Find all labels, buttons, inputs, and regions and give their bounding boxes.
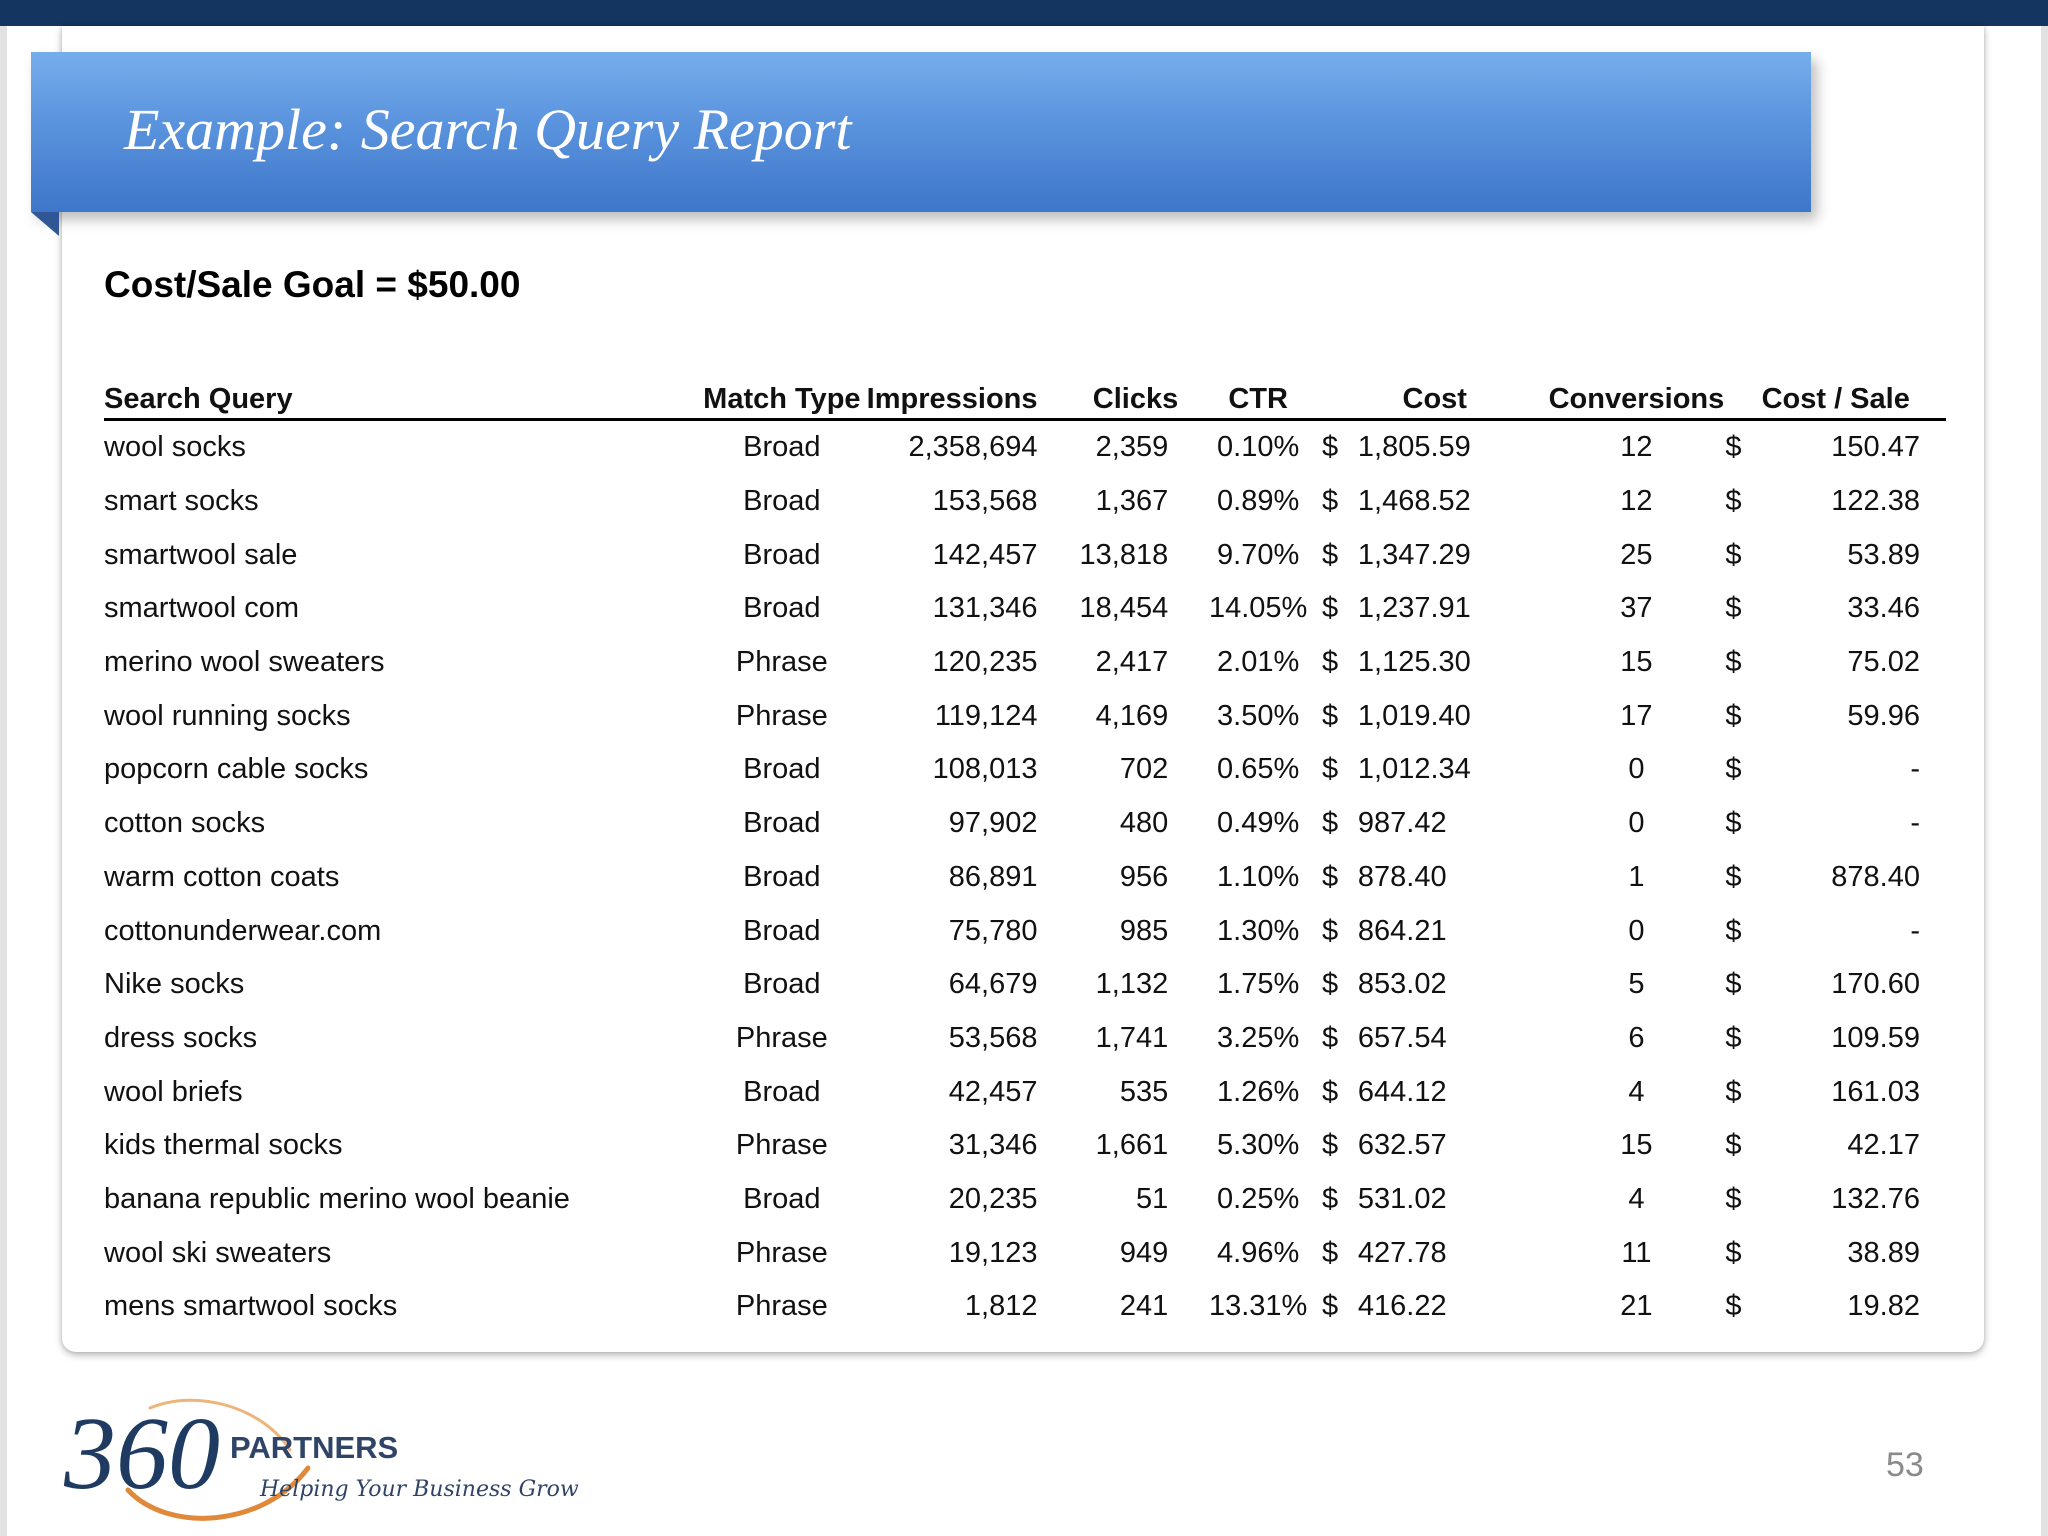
cell-cost-sym: $ — [1322, 968, 1339, 1001]
table-row — [104, 1173, 1946, 1227]
table-row — [104, 582, 1946, 636]
cell-match: Broad — [743, 485, 821, 518]
top-bar — [0, 0, 2048, 26]
cell-cost-sym: $ — [1322, 1182, 1339, 1215]
cell-cost: 1,019.40 — [1357, 699, 1471, 732]
header-impressions: Impressions — [861, 374, 1038, 420]
cell-cost-sym: $ — [1322, 914, 1339, 947]
cell-clicks: 1,661 — [1095, 1129, 1169, 1162]
search-query-table — [104, 374, 1946, 1334]
cell-clicks: 480 — [1119, 807, 1169, 840]
cell-impressions: 20,235 — [948, 1182, 1038, 1215]
cell-clicks: 13,818 — [1079, 538, 1169, 571]
cell-conversions: 4 — [1628, 1182, 1645, 1215]
cell-cps: 75.02 — [1847, 646, 1920, 679]
cell-query: smart socks — [104, 485, 259, 518]
cell-impressions: 2,358,694 — [908, 431, 1038, 464]
cell-query: cotton socks — [104, 807, 266, 840]
slide-title: Example: Search Query Report — [124, 97, 852, 162]
cell-cost: 657.54 — [1357, 1021, 1447, 1054]
table-row — [104, 528, 1946, 582]
cell-query: banana republic merino wool beanie — [104, 1182, 570, 1215]
title-banner-fold — [31, 212, 59, 236]
cell-conversions: 5 — [1628, 968, 1645, 1001]
cell-conversions: 37 — [1620, 592, 1653, 625]
cell-cost: 878.40 — [1357, 860, 1447, 893]
cell-match: Broad — [743, 753, 821, 786]
table-row — [104, 636, 1946, 690]
cell-cps-sym: $ — [1725, 538, 1742, 571]
cell-ctr: 0.65% — [1217, 753, 1300, 786]
table-row — [104, 1119, 1946, 1173]
cell-impressions: 31,346 — [948, 1129, 1038, 1162]
cell-clicks: 956 — [1119, 860, 1169, 893]
cell-match: Broad — [743, 592, 821, 625]
cell-ctr: 0.10% — [1217, 431, 1300, 464]
cell-clicks: 535 — [1119, 1075, 1169, 1108]
cell-ctr: 13.31% — [1208, 1290, 1308, 1323]
cell-cost-sym: $ — [1322, 538, 1339, 571]
cell-cost: 853.02 — [1357, 968, 1447, 1001]
cell-query: wool briefs — [104, 1075, 243, 1108]
cell-cost-sym: $ — [1322, 431, 1339, 464]
table-row — [104, 1012, 1946, 1066]
cell-cost: 427.78 — [1357, 1236, 1447, 1269]
cell-cost-sym: $ — [1322, 646, 1339, 679]
cell-cps: 19.82 — [1847, 1290, 1920, 1323]
cell-cps: 109.59 — [1831, 1021, 1920, 1054]
cell-match: Broad — [743, 1075, 821, 1108]
cell-cps: 161.03 — [1831, 1075, 1920, 1108]
header-cost: Cost — [1322, 374, 1547, 420]
cell-clicks: 51 — [1135, 1182, 1169, 1215]
cell-cps-sym: $ — [1725, 699, 1742, 732]
cell-clicks: 949 — [1119, 1236, 1169, 1269]
cell-cps: 122.38 — [1831, 485, 1920, 518]
cell-cost: 644.12 — [1357, 1075, 1447, 1108]
table-row — [104, 1065, 1946, 1119]
cell-ctr: 0.89% — [1217, 485, 1300, 518]
cell-query: wool socks — [104, 431, 246, 464]
cell-match: Broad — [743, 1182, 821, 1215]
cell-cps: 132.76 — [1831, 1182, 1920, 1215]
cell-ctr: 1.10% — [1217, 860, 1300, 893]
cell-match: Phrase — [735, 1129, 828, 1162]
cell-cost: 632.57 — [1357, 1129, 1447, 1162]
cell-impressions: 42,457 — [948, 1075, 1038, 1108]
cell-match: Broad — [743, 860, 821, 893]
logo-numeral: 360 — [64, 1396, 220, 1511]
cell-impressions: 1,812 — [964, 1290, 1038, 1323]
cell-query: smartwool com — [104, 592, 299, 625]
cell-query: kids thermal socks — [104, 1129, 343, 1162]
cell-cps-sym: $ — [1725, 1021, 1742, 1054]
cell-impressions: 97,902 — [948, 807, 1038, 840]
cell-query: dress socks — [104, 1021, 258, 1054]
table-row — [104, 904, 1946, 958]
cell-cost: 1,237.91 — [1357, 592, 1471, 625]
cell-cps: - — [1910, 753, 1920, 786]
cell-conversions: 0 — [1628, 753, 1645, 786]
cell-cost: 1,347.29 — [1357, 538, 1471, 571]
cell-clicks: 18,454 — [1079, 592, 1169, 625]
cell-conversions: 0 — [1628, 807, 1645, 840]
cell-match: Phrase — [735, 646, 828, 679]
cell-match: Broad — [743, 914, 821, 947]
table-row — [104, 1280, 1946, 1334]
cell-impressions: 119,124 — [934, 699, 1038, 732]
cell-cost-sym: $ — [1322, 1075, 1339, 1108]
cell-clicks: 702 — [1119, 753, 1169, 786]
cell-conversions: 4 — [1628, 1075, 1645, 1108]
cell-impressions: 53,568 — [948, 1021, 1038, 1054]
cell-ctr: 0.49% — [1217, 807, 1300, 840]
header-ctr: CTR — [1194, 374, 1322, 420]
cell-query: warm cotton coats — [104, 860, 340, 893]
cell-conversions: 0 — [1628, 914, 1645, 947]
cell-cps: 878.40 — [1831, 860, 1920, 893]
cell-cost: 1,012.34 — [1357, 753, 1471, 786]
cell-cost-sym: $ — [1322, 1021, 1339, 1054]
cell-match: Phrase — [735, 1021, 828, 1054]
cell-impressions: 153,568 — [932, 485, 1038, 518]
cell-impressions: 108,013 — [932, 753, 1038, 786]
cell-query: popcorn cable socks — [104, 753, 369, 786]
cell-ctr: 1.75% — [1217, 968, 1300, 1001]
cell-clicks: 1,132 — [1095, 968, 1169, 1001]
cell-query: smartwool sale — [104, 538, 298, 571]
cell-cps-sym: $ — [1725, 807, 1742, 840]
cell-impressions: 131,346 — [932, 592, 1038, 625]
cell-cps-sym: $ — [1725, 968, 1742, 1001]
cell-cost: 1,125.30 — [1357, 646, 1471, 679]
cell-ctr: 3.50% — [1217, 699, 1300, 732]
cell-cps-sym: $ — [1725, 753, 1742, 786]
cell-cps: 42.17 — [1847, 1129, 1920, 1162]
cell-cps: 59.96 — [1847, 699, 1920, 732]
slide-right-edge — [2041, 26, 2048, 1536]
cell-cps-sym: $ — [1725, 860, 1742, 893]
cell-query: wool ski sweaters — [104, 1236, 332, 1269]
cell-conversions: 6 — [1628, 1021, 1645, 1054]
cell-query: Nike socks — [104, 968, 245, 1001]
cell-clicks: 985 — [1119, 914, 1169, 947]
cell-match: Broad — [743, 538, 821, 571]
table-row — [104, 743, 1946, 797]
cell-ctr: 14.05% — [1208, 592, 1308, 625]
cell-cost-sym: $ — [1322, 1290, 1339, 1323]
cell-ctr: 1.30% — [1217, 914, 1300, 947]
cell-conversions: 15 — [1620, 1129, 1653, 1162]
cell-cps: 170.60 — [1831, 968, 1920, 1001]
cell-cost-sym: $ — [1322, 592, 1339, 625]
cell-clicks: 2,417 — [1095, 646, 1169, 679]
cell-cps: 33.46 — [1847, 592, 1920, 625]
table-row — [104, 851, 1946, 905]
table-row — [104, 420, 1946, 475]
cell-cps-sym: $ — [1725, 1290, 1742, 1323]
cell-cps: 38.89 — [1847, 1236, 1920, 1269]
cell-conversions: 25 — [1620, 538, 1653, 571]
cell-conversions: 12 — [1620, 485, 1653, 518]
header-clicks: Clicks — [1038, 374, 1195, 420]
cell-match: Broad — [743, 431, 821, 464]
cell-impressions: 64,679 — [948, 968, 1038, 1001]
cell-cps: - — [1910, 807, 1920, 840]
logo-tagline: Helping Your Business Grow — [260, 1477, 579, 1502]
cell-cps: 53.89 — [1847, 538, 1920, 571]
cell-match: Broad — [743, 968, 821, 1001]
cell-conversions: 11 — [1621, 1236, 1652, 1269]
cell-match: Phrase — [735, 699, 828, 732]
cell-cost: 987.42 — [1357, 807, 1447, 840]
cell-clicks: 2,359 — [1095, 431, 1169, 464]
cell-clicks: 1,741 — [1095, 1021, 1169, 1054]
cell-query: merino wool sweaters — [104, 646, 385, 679]
cell-cps-sym: $ — [1725, 1182, 1742, 1215]
cell-cost-sym: $ — [1322, 699, 1339, 732]
cell-conversions: 1 — [1628, 860, 1645, 893]
cell-cps-sym: $ — [1725, 1236, 1742, 1269]
cell-cps-sym: $ — [1725, 914, 1742, 947]
cell-impressions: 142,457 — [932, 538, 1038, 571]
cell-ctr: 5.30% — [1217, 1129, 1300, 1162]
cell-ctr: 3.25% — [1217, 1021, 1300, 1054]
cell-cost: 531.02 — [1357, 1182, 1447, 1215]
cell-conversions: 15 — [1620, 646, 1653, 679]
cell-match: Broad — [743, 807, 821, 840]
table-row — [104, 797, 1946, 851]
cell-cps-sym: $ — [1725, 646, 1742, 679]
cell-match: Phrase — [735, 1290, 828, 1323]
cell-cps: 150.47 — [1831, 431, 1920, 464]
header-conversions: Conversions — [1547, 374, 1725, 420]
cell-clicks: 241 — [1119, 1290, 1169, 1323]
cell-match: Phrase — [735, 1236, 828, 1269]
cell-cps-sym: $ — [1725, 485, 1742, 518]
cell-ctr: 9.70% — [1217, 538, 1300, 571]
cell-impressions: 19,123 — [948, 1236, 1038, 1269]
cell-cps: - — [1910, 914, 1920, 947]
cell-ctr: 0.25% — [1217, 1182, 1300, 1215]
cell-cost-sym: $ — [1322, 753, 1339, 786]
header-cost-per-sale: Cost / Sale — [1725, 374, 1946, 420]
cell-query: mens smartwool socks — [104, 1290, 398, 1323]
cell-impressions: 75,780 — [948, 914, 1038, 947]
cell-cost-sym: $ — [1322, 485, 1339, 518]
cell-cost: 864.21 — [1357, 914, 1447, 947]
cell-cost-sym: $ — [1322, 807, 1339, 840]
table-row — [104, 475, 1946, 529]
table-row — [104, 1226, 1946, 1280]
table-row — [104, 689, 1946, 743]
header-search-query: Search Query — [104, 374, 703, 420]
cell-cps-sym: $ — [1725, 1129, 1742, 1162]
cell-query: wool running socks — [104, 699, 351, 732]
cell-impressions: 120,235 — [932, 646, 1038, 679]
cost-sale-goal: Cost/Sale Goal = $50.00 — [104, 264, 521, 305]
cell-cost: 1,805.59 — [1357, 431, 1471, 464]
cell-ctr: 1.26% — [1217, 1075, 1300, 1108]
cell-conversions: 12 — [1620, 431, 1653, 464]
cell-clicks: 4,169 — [1095, 699, 1169, 732]
cell-cps-sym: $ — [1725, 431, 1742, 464]
cell-cost-sym: $ — [1322, 1129, 1339, 1162]
slide-left-edge — [0, 26, 7, 1536]
cell-cost-sym: $ — [1322, 1236, 1339, 1269]
360-partners-logo — [58, 1378, 618, 1528]
cell-impressions: 86,891 — [948, 860, 1038, 893]
logo-name: PARTNERS — [230, 1430, 399, 1465]
cell-conversions: 21 — [1620, 1290, 1653, 1323]
cell-clicks: 1,367 — [1095, 485, 1169, 518]
page-number: 53 — [1886, 1446, 1924, 1484]
table-header-row — [104, 374, 1946, 420]
header-match-type: Match Type — [703, 374, 860, 420]
table-row — [104, 958, 1946, 1012]
cell-ctr: 2.01% — [1217, 646, 1300, 679]
cell-cps-sym: $ — [1725, 592, 1742, 625]
cell-cost: 416.22 — [1357, 1290, 1447, 1323]
cell-cost-sym: $ — [1322, 860, 1339, 893]
cell-cost: 1,468.52 — [1357, 485, 1471, 518]
cell-ctr: 4.96% — [1217, 1236, 1300, 1269]
cell-conversions: 17 — [1620, 699, 1653, 732]
cell-query: cottonunderwear.com — [104, 914, 382, 947]
cell-cps-sym: $ — [1725, 1075, 1742, 1108]
